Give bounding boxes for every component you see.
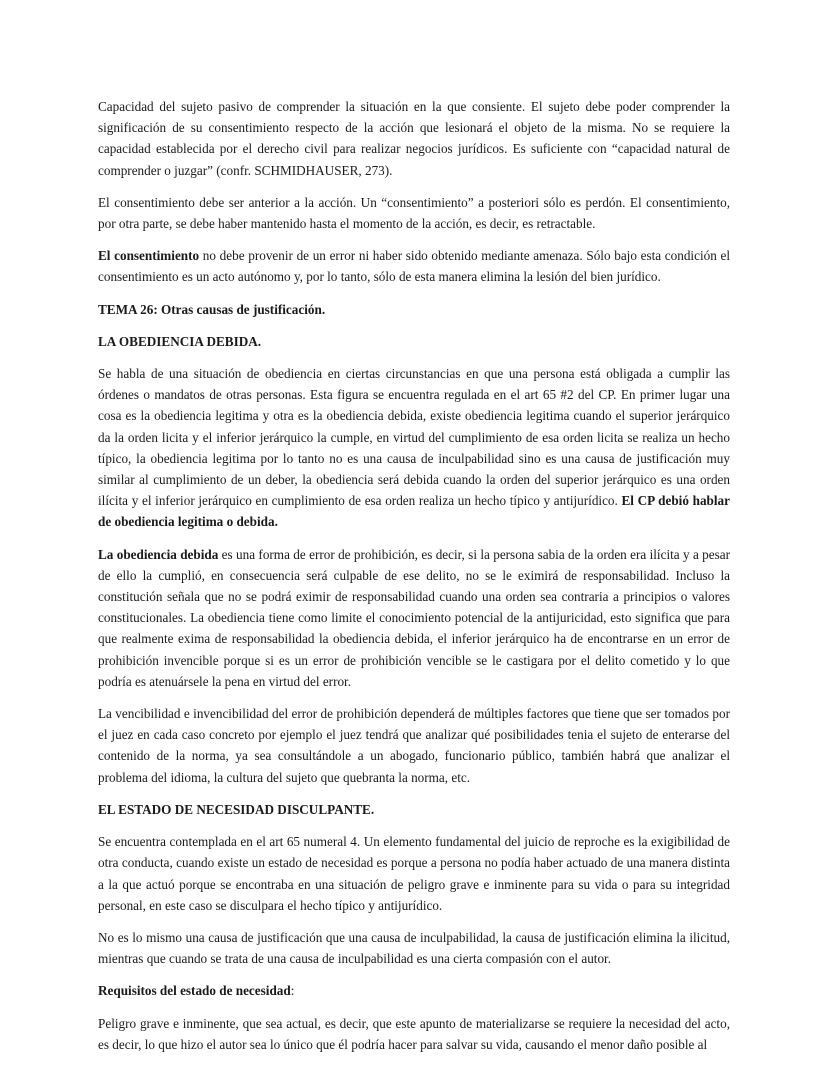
section-heading-estado-necesidad: EL ESTADO DE NECESIDAD DISCULPANTE. <box>98 801 375 817</box>
paragraph-peligro-grave: Peligro grave e inminente, que sea actual, es decir, que este apunto de materializarse se requiere la necesidad del acto, es decir, lo que hizo el autor sea lo único que él podría hacer para salvar su vida, causando el menor daño posible al <box>98 1015 730 1052</box>
paragraph-consentimiento: El consentimiento no debe provenir de un error ni haber sido obtenido mediante amenaza. Sólo bajo esta condición el consentimiento es un acto autónomo y, por lo tanto, sólo de esta manera elimina la lesión del bien jurídico. <box>98 248 730 285</box>
paragraph-vencibilidad: La vencibilidad e invencibilidad del error de prohibición dependerá de múltiples factores que tiene que ser tomados por el juez en cada caso concreto por ejemplo el juez tendrá que analizar qué posibilidades tenia el sujeto de enterarse del contenido de la norma, ya sea consultándole a un abogado, funcionario público, también habrá que analizar el problema del idioma, la cultura del sujeto que quebranta la norma, etc. <box>98 706 730 785</box>
paragraph-art-65: Se encuentra contemplada en el art 65 numeral 4. Un elemento fundamental del juicio de reproche es la exigibilidad de otra conducta, cuando existe un estado de necesidad es porque a persona no podía haber actuado de una manera distinta a la que actuó porque se encontraba en una situación de peligro grave e inminente para su vida o para su integridad personal, en este caso se disculpara el hecho típico y antijurídico. <box>98 834 730 913</box>
section-heading-tema-26: TEMA 26: Otras causas de justificación. <box>98 301 326 317</box>
bold-term: La obediencia debida <box>98 546 219 562</box>
document-page <box>98 96 730 1066</box>
section-heading-obediencia-debida: LA OBEDIENCIA DEBIDA. <box>98 333 262 349</box>
paragraph-anterior: El consentimiento debe ser anterior a la acción. Un “consentimiento” a posteriori sólo es perdón. El consentimiento, por otra parte, se debe haber mantenido hasta el momento de la acción, es decir, es retractable. <box>98 194 730 232</box>
paragraph-requisitos: Requisitos del estado de necesidad: <box>98 983 295 999</box>
bold-term: Requisitos del estado de necesidad <box>98 983 291 999</box>
paragraph-justificacion-vs-inculpabilidad: No es lo mismo una causa de justificación que una causa de inculpabilidad, la causa de justificación elimina la ilicitud, mientras que cuando se trata de una causa de inculpabilidad es una cierta compasión con el autor. <box>98 929 730 967</box>
bold-term: El consentimiento <box>98 248 200 264</box>
paragraph-obediencia-situacion: Se habla de una situación de obediencia en ciertas circunstancias en que una persona está obligada a cumplir las órdenes o mandatos de otras personas. Esta figura se encuentra regulada en el art 65 #2 del CP. En primer lugar una cosa es la obediencia legitima y otra es la obediencia debida, existe obediencia legitima cuando el superior jerárquico da la orden licita y el inferior jerárquico la cumple, en virtud del cumplimiento de esa orden licita se realiza un hecho típico, la obediencia legitima por lo tanto no es una causa de inculpabilidad sino es una causa de justificación muy similar al cumplimiento de un deber, la obediencia será debida cuando la orden del superior jerárquico es una orden ilícita y el inferior jerárquico en cumplimiento de esa orden realiza un hecho típico y antijurídico. El CP debió hablar de obediencia legitima o debida. <box>98 366 730 530</box>
bold-remark: El CP debió hablar de obediencia legitima o debida. <box>98 493 730 530</box>
paragraph-obediencia-debida: La obediencia debida es una forma de error de prohibición, es decir, si la persona sabia de la orden era ilícita y a pesar de ello la cumplió, en consecuencia será culpable de ese delito, no se le eximirá de responsabilidad. Incluso la constitución señala que no se podrá eximir de responsabilidad cuando una orden sea contraria a principios o valores constitucionales. La obediencia tiene como limite el conocimiento potencial de la antijuricidad, esto significa que para que realmente exima de responsabilidad la obediencia debida, el inferior jerárquico ha de encontrarse en un error de prohibición invencible porque si es un error de prohibición vencible se le castigara por el delito cometido y lo que podría es atenuársele la pena en virtud del error. <box>98 546 730 689</box>
paragraph-capacidad: Capacidad del sujeto pasivo de comprender la situación en la que consiente. El sujeto debe poder comprender la significación de su consentimiento respecto de la acción que lesionará el objeto de la misma. No se requiere la capacidad establecida por el derecho civil para realizar negocios jurídicos. Es suficiente con “capacidad natural de comprender o juzgar” (confr. SCHMIDHAUSER, 273). <box>98 99 730 178</box>
